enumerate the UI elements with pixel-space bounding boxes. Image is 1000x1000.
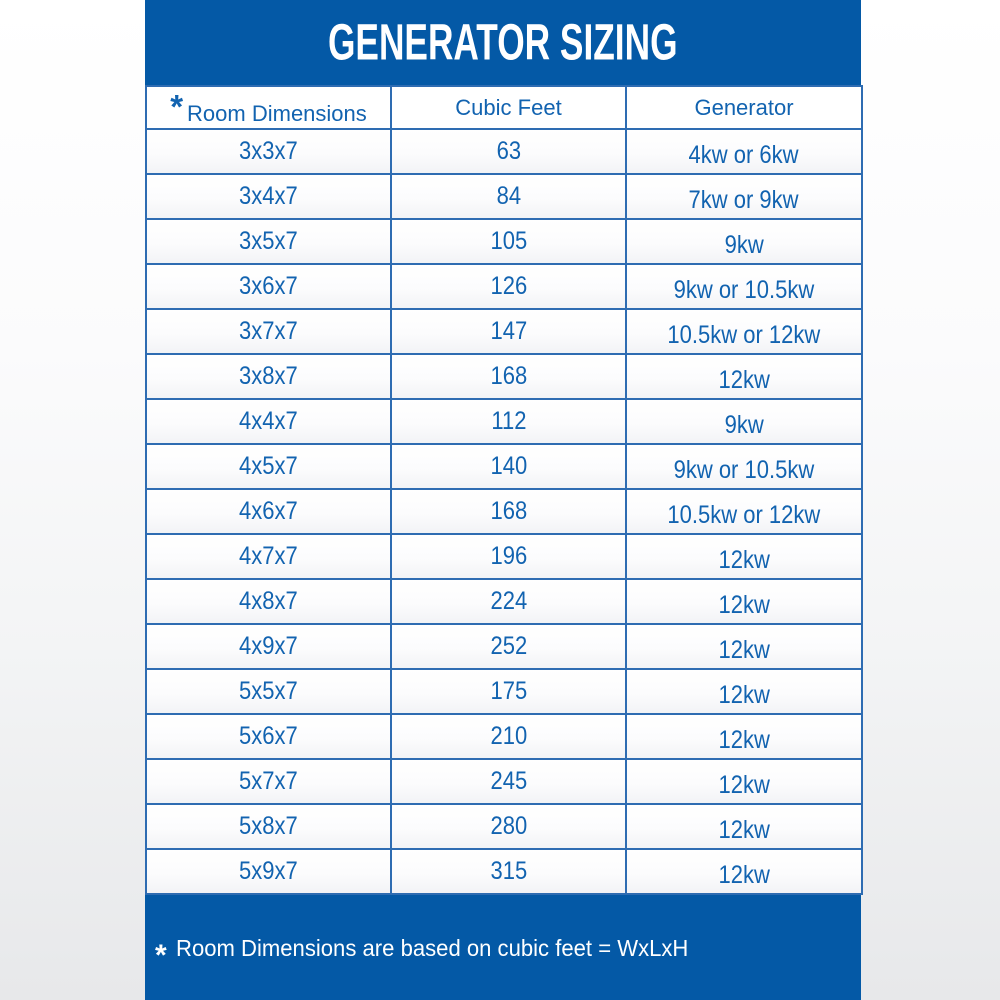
header-row (146, 86, 862, 129)
cell-cubic-feet: 168 (391, 354, 626, 399)
cell-room-dimensions: 4x4x7 (146, 399, 391, 444)
table-row (146, 669, 862, 714)
cell-room-dimensions: 4x9x7 (146, 624, 391, 669)
cell-generator: 12kw (626, 804, 862, 849)
table-row (146, 624, 862, 669)
cell-cubic-feet: 147 (391, 309, 626, 354)
table-row (146, 489, 862, 534)
generator-sizing-panel (145, 0, 861, 1000)
page-title: GENERATOR SIZING (328, 14, 678, 71)
cell-room-dimensions: 4x8x7 (146, 579, 391, 624)
table-row (146, 354, 862, 399)
cell-cubic-feet: 168 (391, 489, 626, 534)
table-row (146, 219, 862, 264)
cell-cubic-feet: 210 (391, 714, 626, 759)
cell-cubic-feet: 224 (391, 579, 626, 624)
table-row (146, 444, 862, 489)
cell-generator: 7kw or 9kw (626, 174, 862, 219)
cell-generator: 12kw (626, 354, 862, 399)
footnote-text: Room Dimensions are based on cubic feet = WxLxH (175, 935, 689, 961)
cell-cubic-feet: 245 (391, 759, 626, 804)
cell-room-dimensions: 4x5x7 (146, 444, 391, 489)
table-body (146, 129, 862, 894)
generator-sizing-table (145, 85, 863, 895)
footnote (145, 895, 861, 1000)
cell-generator: 9kw (626, 399, 862, 444)
cell-cubic-feet: 84 (391, 174, 626, 219)
cell-generator: 9kw or 10.5kw (626, 264, 862, 309)
cell-generator: 12kw (626, 759, 862, 804)
asterisk-footnote-marker: * (170, 88, 184, 125)
cell-room-dimensions: 5x5x7 (146, 669, 391, 714)
cell-generator: 9kw or 10.5kw (626, 444, 862, 489)
cell-cubic-feet: 63 (391, 129, 626, 174)
cell-cubic-feet: 252 (391, 624, 626, 669)
cell-room-dimensions: 4x6x7 (146, 489, 391, 534)
cell-generator: 12kw (626, 849, 862, 894)
table-row (146, 714, 862, 759)
cell-cubic-feet: 105 (391, 219, 626, 264)
cell-generator: 12kw (626, 624, 862, 669)
header-cubic-feet (391, 86, 626, 129)
cell-room-dimensions: 4x7x7 (146, 534, 391, 579)
table-row (146, 309, 862, 354)
table-row (146, 579, 862, 624)
header-cubic-feet-label: Cubic Feet (455, 94, 562, 120)
title-band (145, 0, 861, 85)
cell-room-dimensions: 3x5x7 (146, 219, 391, 264)
cell-room-dimensions: 3x7x7 (146, 309, 391, 354)
header-room-dimensions-label: Room Dimensions (187, 101, 367, 126)
cell-room-dimensions: 5x7x7 (146, 759, 391, 804)
table-row (146, 759, 862, 804)
cell-generator: 9kw (626, 219, 862, 264)
cell-generator: 12kw (626, 669, 862, 714)
cell-cubic-feet: 126 (391, 264, 626, 309)
table-row (146, 174, 862, 219)
cell-generator: 10.5kw or 12kw (626, 489, 862, 534)
cell-generator: 10.5kw or 12kw (626, 309, 862, 354)
header-room-dimensions (146, 86, 391, 129)
table-row (146, 804, 862, 849)
table-row (146, 264, 862, 309)
cell-room-dimensions: 5x9x7 (146, 849, 391, 894)
header-generator-label: Generator (694, 94, 794, 120)
cell-generator: 12kw (626, 714, 862, 759)
table-row (146, 129, 862, 174)
table-row (146, 534, 862, 579)
cell-cubic-feet: 175 (391, 669, 626, 714)
asterisk-footnote-icon: * (155, 938, 167, 972)
cell-generator: 4kw or 6kw (626, 129, 862, 174)
cell-room-dimensions: 3x6x7 (146, 264, 391, 309)
cell-generator: 12kw (626, 534, 862, 579)
cell-room-dimensions: 3x3x7 (146, 129, 391, 174)
header-generator (626, 86, 862, 129)
table-row (146, 849, 862, 894)
cell-room-dimensions: 3x8x7 (146, 354, 391, 399)
cell-cubic-feet: 140 (391, 444, 626, 489)
cell-cubic-feet: 112 (391, 399, 626, 444)
cell-generator: 12kw (626, 579, 862, 624)
cell-cubic-feet: 280 (391, 804, 626, 849)
cell-room-dimensions: 5x8x7 (146, 804, 391, 849)
table-row (146, 399, 862, 444)
cell-cubic-feet: 315 (391, 849, 626, 894)
cell-room-dimensions: 3x4x7 (146, 174, 391, 219)
cell-room-dimensions: 5x6x7 (146, 714, 391, 759)
cell-cubic-feet: 196 (391, 534, 626, 579)
